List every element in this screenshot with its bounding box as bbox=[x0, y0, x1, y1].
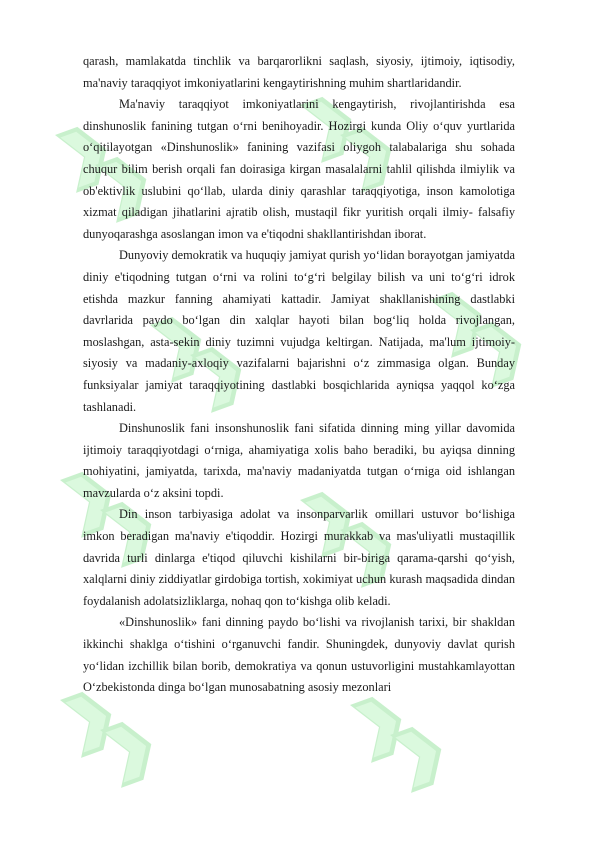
paragraph: Dunyoviy demokratik va huquqiy jamiyat qurish yo‘lidan borayotgan jamiyatda diniy e'tiqodning tutgan o‘rni va rolini to‘g‘ri belgilay bilish va uni to‘g‘ri idrok etishda mazkur fanning ahamiyati kattadir. Jamiyat shakllanishining dastlabki davrlarida paydo bo‘lgan din xalqlar hayoti bilan bog‘liq holda rivojlangan, moslashgan, asta-sekin diniy tuzimni vujudga keltirgan. Natijada, ma'lum ijtimoiy-siyosiy va madaniy-axloqiy vazifalarni bajarishni o‘z zimmasiga olgan. Bunday funksiyalar jamiyat taraqqiyotining dastlabki bosqichlarida ayniqsa yaqqol ko‘zga tashlanadi. bbox=[83, 248, 515, 414]
paragraph: qarash, mamlakatda tinchlik va barqarorlikni saqlash, siyosiy, ijtimoiy, iqtisodiy, ma'naviy taraqqiyot imkoniyatlarini kengaytirishning muhim shartlaridandir. bbox=[83, 54, 515, 90]
paragraph: Ma'naviy taraqqiyot imkoniyatlarini kengaytirish, rivojlantirishda esa dinshunoslik fanining tutgan o‘rni benihoyadir. Hozirgi kunda Oliy o‘quv yurtlarida o‘qitilayotgan «Dinshunoslik» fanining vazifasi oliygoh talabalariga shu sohada chuqur bilim berish orqali fan doirasiga kirgan masalalarni tahlil qilishda ilmiylik va ob'ektivlik uslubini qo‘llab, ularda diniy qarashlar taraqqiyotiga, inson kamolotiga xizmat qiladigan jihatlarini ajratib olish, mustaqil fikr yuritish orqali ilmiy- falsafiy dunyoqarashga asoslangan imon va e'tiqodni shakllantirishdan iborat. bbox=[83, 97, 515, 241]
paragraph: Dinshunoslik fani insonshunoslik fani sifatida dinning ming yillar davomida ijtimoiy taraqqiyotdagi o‘rniga, ahamiyatiga xolis baho beradiki, bu ayiqsa dinning mohiyatini, jamiyatda, tarixda, ma'naviy madaniyatda tutgan o‘rniga oid ishlangan mavzularda o‘z aksini topdi. bbox=[83, 421, 515, 500]
document-body bbox=[83, 51, 515, 699]
paragraph: «Dinshunoslik» fani dinning paydo bo‘lishi va rivojlanish tarixi, bir shakldan ikkinchi shaklga o‘tishini o‘rganuvchi fandir. Shuningdek, dunyoviy davlat qurish yo‘lidan izchillik bilan borib, demokratiya va qonun ustuvorligini mustahkamlayottan O‘zbekistonda dinga bo‘lgan munosabatning asosiy mezonlari bbox=[83, 615, 515, 695]
green-chevron-arrow-icon bbox=[100, 715, 162, 788]
green-chevron-arrow-icon bbox=[350, 690, 412, 763]
paragraph: Din inson tarbiyasiga adolat va insonparvarlik omillari ustuvor bo‘lishiga imkon beradigan ma'naviy e'tiqoddir. Hozirgi murakkab va mas'uliyatli mustaqillik davrida turli dinlarga e'tiqod qiluvchi kishilarni bir-biriga qarama-qarshi qo‘yish, xalqlarni diniy ziddiyatlar girdobiga tortish, xokimiyat uchun kurash maqsadida dindan foydalanish adolatsizliklarga, nohaq qon to‘kishga olib keladi. bbox=[83, 507, 515, 608]
green-chevron-arrow-icon bbox=[390, 720, 452, 793]
